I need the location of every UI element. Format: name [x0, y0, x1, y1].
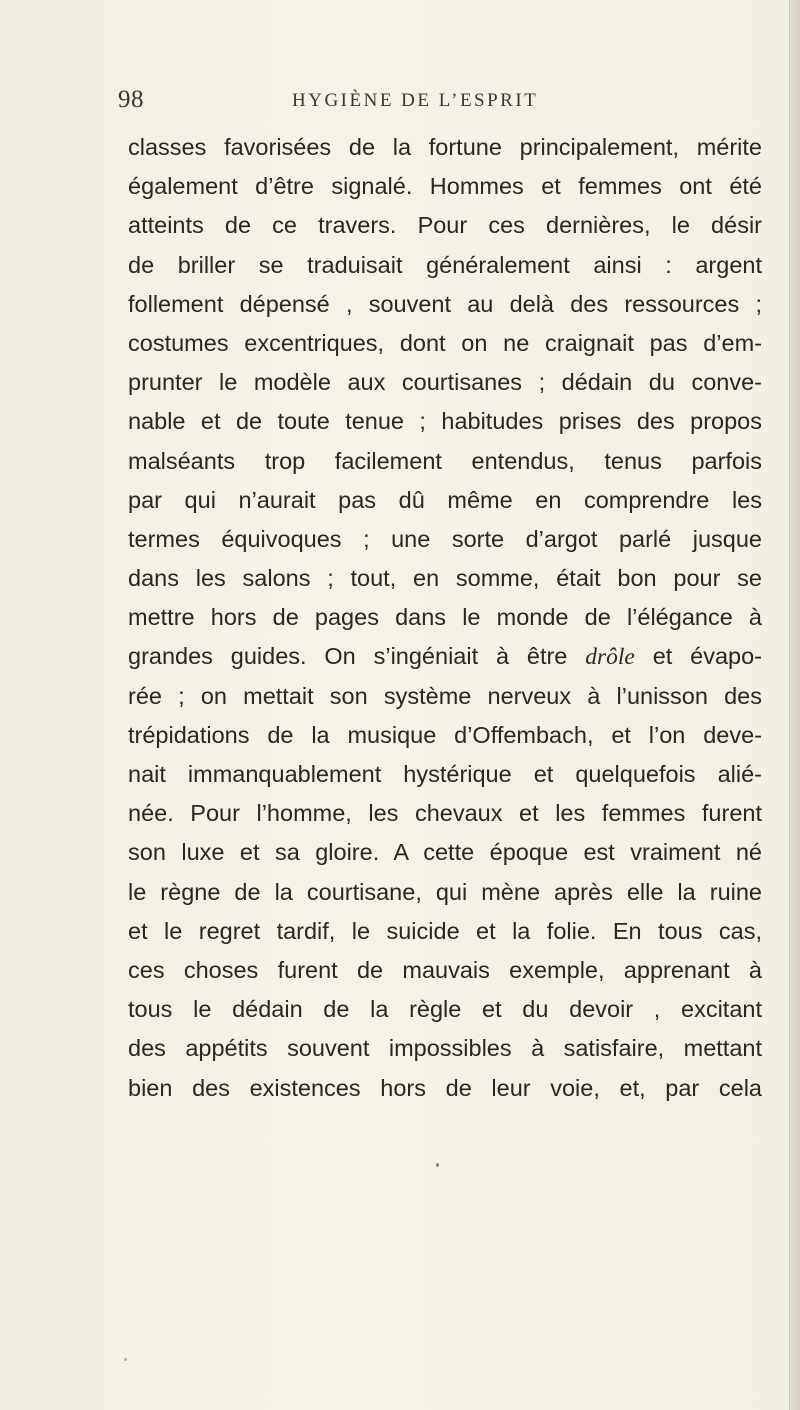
page-number: 98: [118, 86, 144, 113]
text-line: et le regret tardif, le suicide et la folie. En tous cas,: [128, 917, 762, 944]
running-title: HYGIÈNE DE L’ESPRIT: [292, 90, 539, 111]
text-line: ces choses furent de mauvais exemple, apprenant à: [128, 956, 762, 983]
text-line: trépidations de la musique d’Offembach, et l’on deve-: [128, 721, 762, 748]
text-line: bien des existences hors de leur voie, et, par cela: [128, 1074, 762, 1101]
text-line: nait immanquablement hystérique et quelquefois alié-: [128, 761, 762, 787]
text-line: grandes guides. On s’ingéniait à être drôle et évapo-: [128, 643, 762, 671]
text-line: dans les salons ; tout, en somme, était bon pour se: [128, 565, 762, 592]
text-line: des appétits souvent impossibles à satisfaire, mettant: [128, 1035, 762, 1062]
running-header: [118, 86, 678, 120]
text-line: de briller se traduisait généralement ainsi : argent: [128, 251, 762, 278]
text-line: née. Pour l’homme, les chevaux et les femmes furent: [128, 800, 762, 827]
text-line: classes favorisées de la fortune principalement, mérite: [128, 134, 762, 160]
text-line: également d’être signalé. Hommes et femmes ont été: [128, 173, 762, 200]
page-edge: [789, 0, 800, 1410]
paper-speck: [124, 1358, 127, 1361]
text-line: malséants trop facilement entendus, tenus parfois: [128, 447, 762, 474]
italic-word: drôle: [585, 644, 635, 671]
text-line: son luxe et sa gloire. A cette époque est vraiment né: [128, 839, 762, 866]
text-line: mettre hors de pages dans le monde de l’élégance à: [128, 604, 762, 631]
text-line: nable et de toute tenue ; habitudes prises des propos: [128, 408, 762, 435]
text-line: le règne de la courtisane, qui mène après elle la ruine: [128, 878, 762, 905]
text-line: atteints de ce travers. Pour ces dernières, le désir: [128, 212, 762, 239]
text-line: tous le dédain de la règle et du devoir , excitant: [128, 996, 762, 1023]
text-line: par qui n’aurait pas dû même en comprendre les: [128, 486, 762, 513]
text-line: prunter le modèle aux courtisanes ; dédain du conve-: [128, 369, 762, 396]
paper-speck: [436, 1163, 439, 1167]
text-line: costumes excentriques, dont on ne craignait pas d’em-: [128, 329, 762, 356]
text-line: rée ; on mettait son système nerveux à l’unisson des: [128, 682, 762, 709]
text-line: termes équivoques ; une sorte d’argot parlé jusque: [128, 525, 762, 552]
text-line: follement dépensé , souvent au delà des ressources ;: [128, 290, 762, 317]
body-text: [128, 128, 762, 1108]
